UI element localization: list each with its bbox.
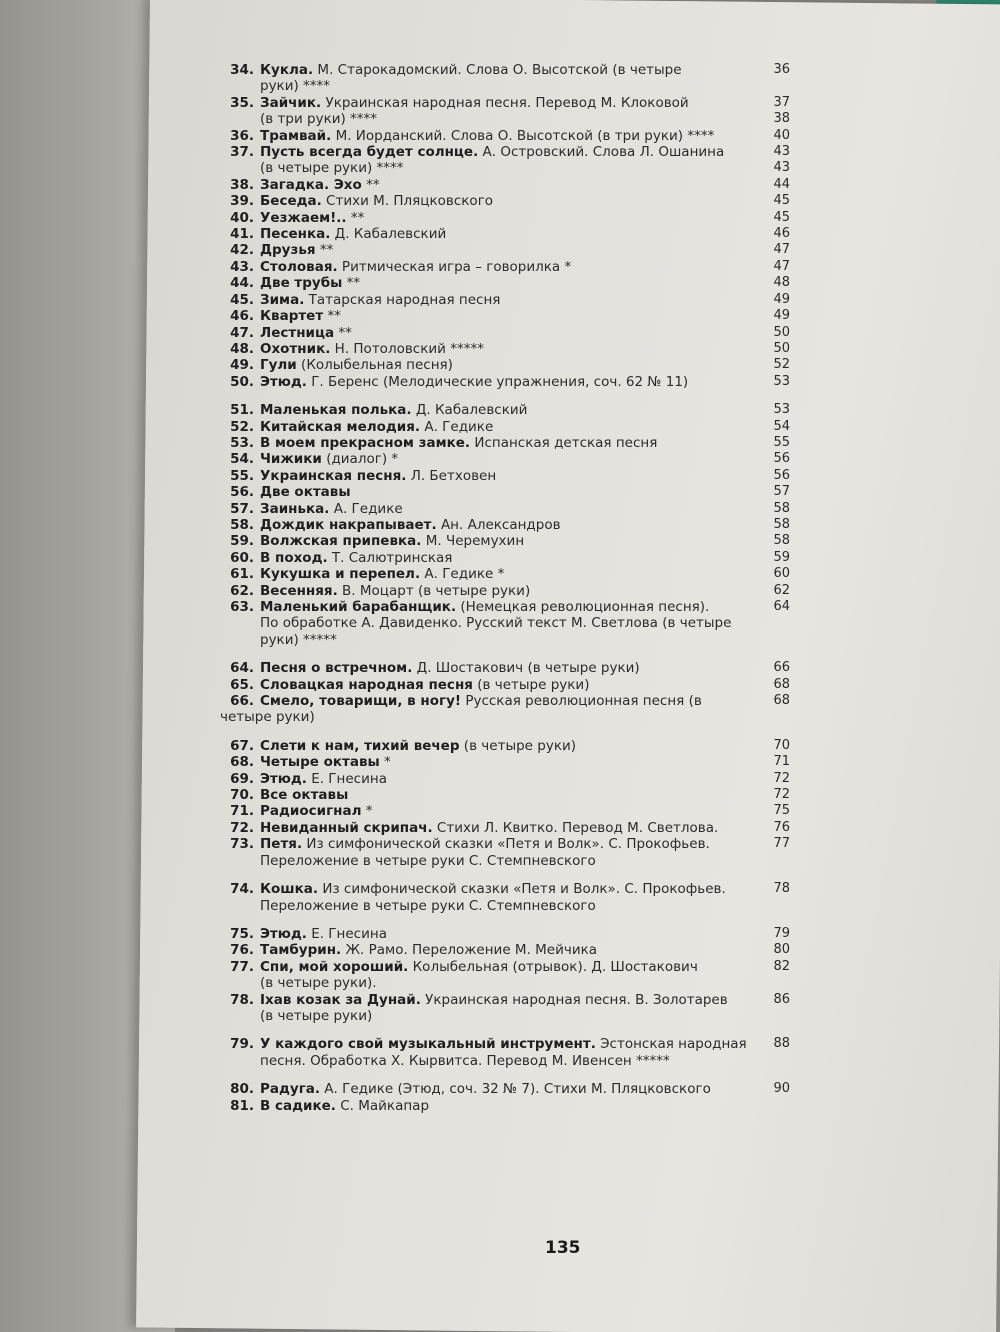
toc-entry-number: 75. [230,925,254,942]
toc-entry-number: 41. [230,226,254,243]
toc-entry-page: 72 [773,787,790,803]
toc-entry-details: (Немецкая революционная песня). [460,599,710,615]
toc-entry-details: Г. Беренс (Мелодические упражнения, соч. 62 № 11) [311,373,689,390]
toc-entry-page: 40 [773,127,790,143]
toc-entry-title: Словацкая народная песня [260,676,473,693]
toc-entry [220,193,790,209]
toc-entry-title: Лестница [260,324,335,341]
toc-entry-title: Пусть всегда будет солнце. [260,144,479,161]
toc-entry-number: 38. [230,176,254,193]
toc-entry [220,677,790,693]
toc-entry-number: 48. [230,340,254,357]
toc-entry-page: 53 [773,373,790,389]
toc-entry-number: 79. [230,1036,254,1053]
toc-entry-title: Радиосигнал [260,803,362,820]
toc-entry-continuation: Переложение в четыре руки С. Стемпневского [260,897,596,914]
toc-entry [220,484,790,500]
toc-entry [220,177,790,193]
toc-entry-page: 60 [773,566,790,582]
toc-entry-continuation: (в четыре руки) [260,1007,373,1024]
toc-entry-page: 58 [773,500,790,516]
toc-entry-number: 66. [230,693,254,710]
toc-entry-details: Русская революционная песня (в четыре руки) [220,693,702,726]
toc-entry-number: 56. [230,484,254,501]
toc-entry [220,451,790,467]
toc-entry-number: 39. [230,193,254,210]
toc-entry-details: (в четыре руки) [463,737,577,754]
toc-entry-title: Две октавы [260,484,351,501]
toc-entry-title: Две трубы [260,275,343,292]
toc-entry-details: А. Гедике [333,500,403,517]
toc-entry [220,566,790,582]
toc-entry [220,226,790,242]
toc-entry-title: Іхав козак за Дунай. [260,991,421,1008]
toc-entry-number: 63. [230,599,254,615]
toc-entry-page: 49 [773,308,790,324]
toc-entry-continuation: (в три руки) **** [260,111,378,128]
toc-entry-page: 76 [773,819,790,835]
toc-entry [220,95,790,128]
toc-entry [220,803,790,819]
toc-entry-page: 56 [773,451,790,467]
toc-entry-title: Друзья [260,242,316,259]
toc-entry-page: 59 [773,549,790,565]
toc-entry [220,599,790,648]
spacer [220,1024,790,1036]
toc-entry-details: ** [346,275,361,292]
toc-entry-page: 78 [773,881,790,897]
toc-entry-page: 43 [773,160,790,176]
toc-entry [220,308,790,324]
toc-entry-continuation: По обработке А. Давиденко. Русский текст М. Светлова (в четыре руки) ***** [260,615,732,648]
toc-entry-number: 65. [230,676,254,693]
toc-entry-number: 78. [230,991,254,1008]
toc-entry-number: 42. [230,242,254,259]
toc-entry-number: 73. [230,836,254,853]
toc-entry [220,926,790,942]
toc-entry-number: 77. [230,958,254,975]
toc-entry [220,468,790,484]
toc-entry-page: 53 [773,402,790,418]
toc-entry-details: А. Гедике (Этюд, соч. 32 № 7). Стихи М. Пляцковского [324,1081,711,1098]
toc-entry-continuation: Переложение в четыре руки С. Стемпневского [260,852,596,869]
toc-entry-page: 55 [773,434,790,450]
toc-entry-details: * [365,803,373,820]
toc-entry-title: Уезжаем!.. [260,209,347,226]
toc-entry-page: 62 [773,582,790,598]
toc-entry-page: 45 [773,193,790,209]
toc-entry-title: Четыре октавы [260,754,380,771]
toc-entry [220,374,790,390]
toc-entry-details: С. Майкапар [340,1097,430,1114]
toc-entry-number: 69. [230,770,254,787]
toc-entry-details: ** [319,242,334,259]
toc-entry [220,62,790,95]
toc-entry [220,693,790,726]
toc-entry-details: Д. Кабалевский [415,402,528,419]
toc-entry [220,1036,790,1069]
toc-entry-details: Украинская народная песня. В. Золотарев [425,991,728,1008]
toc-entry [220,435,790,451]
toc-entry-title: Этюд. [260,925,307,942]
toc-entry-details: ** [366,176,380,193]
toc-entry-details: Татарская народная песня [308,291,501,308]
toc-entry-details: ** [350,209,365,226]
toc-entry [220,259,790,275]
toc-entry-details: М. Старокадомский. Слова О. Высотской (в четыре [317,62,682,78]
toc-entry-page: 70 [773,737,790,753]
spacer [220,914,790,926]
toc-entry [220,210,790,226]
toc-entry [220,738,790,754]
toc-entry-number: 36. [230,127,254,144]
toc-entry-title: Смело, товарищи, в ногу! [260,693,462,710]
toc-entry-details: В. Моцарт (в четыре руки) [342,582,531,599]
toc-entry-continuation: (в четыре руки). [260,975,377,992]
toc-entry-title: Слети к нам, тихий вечер [260,737,460,754]
toc-entry-title: В садике. [260,1097,336,1114]
toc-entry-title: Заинька. [260,500,330,517]
toc-entry-details: Испанская детская песня [474,434,658,451]
toc-entry-page: 43 [773,144,790,160]
toc-entry [220,771,790,787]
toc-entry-title: Невиданный скрипач. [260,819,433,836]
toc-entry-title: У каждого свой музыкальный инструмент. [260,1036,596,1053]
toc-entry-number: 35. [230,94,254,111]
toc-entry-page: 44 [773,176,790,192]
toc-entry-page: 72 [773,770,790,786]
toc-entry-details: Ж. Рамо. Переложение М. Мейчика [345,942,598,959]
toc-entry-number: 67. [230,737,254,754]
toc-entry-number: 40. [230,209,254,226]
toc-entry-page: 71 [773,754,790,770]
toc-entry-page: 47 [773,242,790,258]
toc-entry-details: Из симфонической сказки «Петя и Волк». С. Прокофьев. [322,881,726,898]
toc-entry [220,341,790,357]
toc-entry-title: Охотник. [260,340,331,357]
toc-entry [220,754,790,770]
toc-entry-number: 55. [230,467,254,484]
toc-entry [220,533,790,549]
toc-entry-page: 57 [773,484,790,500]
toc-entry-page: 50 [773,340,790,356]
toc-entry-page: 88 [773,1036,790,1052]
toc-entry-title: Волжская припевка. [260,533,422,550]
toc-entry-page: 64 [773,599,790,614]
toc-entry-title: Китайская мелодия. [260,418,421,435]
toc-entry [220,402,790,418]
toc-entry-title: Маленький барабанщик. [260,599,457,615]
toc-entry-title: Маленькая полька. [260,402,412,419]
toc-entry-page: 90 [773,1081,790,1097]
toc-entry-details: ** [327,308,341,325]
toc-entry [220,959,790,992]
toc-entry [220,128,790,144]
spacer [220,726,790,738]
toc-entry-number: 60. [230,549,254,566]
toc-entry-page: 58 [773,533,790,549]
toc-entry-page: 77 [773,836,790,852]
toc-entry-number: 81. [230,1097,254,1114]
toc-entry [220,242,790,258]
spacer [220,390,790,402]
toc-entry-details: Н. Потоловский ***** [334,340,484,357]
toc-entry-page: 75 [773,803,790,819]
toc-entry-details: ** [338,324,352,341]
toc-entry-page: 56 [773,467,790,483]
toc-entry-title: Песенка. [260,226,331,243]
toc-entry-title: Зайчик. [260,94,322,111]
toc-entry-number: 68. [230,754,254,771]
toc-entry [220,501,790,517]
toc-entry [220,550,790,566]
toc-entry-continuation: руки) **** [260,78,331,95]
toc-entry [220,942,790,958]
toc-entry-number: 70. [230,787,254,804]
toc-entry-number: 47. [230,324,254,341]
toc-entry [220,292,790,308]
toc-entry-number: 53. [230,434,254,451]
toc-entry-number: 50. [230,373,254,390]
toc-entry-number: 43. [230,258,254,275]
toc-entry [220,836,790,869]
toc-entry-title: Кошка. [260,881,319,898]
toc-entry-number: 46. [230,308,254,325]
toc-entry-number: 57. [230,500,254,517]
toc-entry-title: Тамбурин. [260,942,342,959]
toc-entry-continuation: (в четыре руки) **** [260,160,404,177]
toc-entry-details: Ан. Александров [440,516,561,533]
toc-entry-page: 45 [773,209,790,225]
toc-entry-page: 82 [773,958,790,974]
toc-entry [220,1081,790,1097]
toc-entry-details: А. Островский. Слова Л. Ошанина [482,144,725,161]
toc-entry [220,144,790,177]
toc-entry-number: 64. [230,660,254,677]
toc-entry-title: Песня о встречном. [260,660,413,677]
toc-entry [220,357,790,373]
toc-entry-title: Радуга. [260,1081,320,1098]
toc-entry-number: 74. [230,881,254,898]
toc-entry-page: 47 [773,258,790,274]
toc-entry-page: 66 [773,660,790,676]
toc-entry-page: 80 [773,942,790,958]
toc-entry-title: Спи, мой хороший. [260,958,409,975]
toc-entry-title: Дождик накрапывает. [260,516,437,533]
toc-entry-page: 58 [773,516,790,532]
toc-entry-details: (Колыбельная песня) [301,357,453,374]
toc-entry-details: Эстонская народная [600,1036,747,1053]
toc-entry-details: Ритмическая игра – говорилка * [341,258,572,275]
page-number: 135 [545,1238,581,1258]
toc-entry-title: Гули [260,357,297,374]
toc-entry-number: 49. [230,357,254,374]
toc-entry-title: Все октавы [260,787,349,804]
toc-entry-title: Столовая. [260,258,338,275]
toc-entry [220,419,790,435]
toc-entry [220,881,790,914]
toc-entry-title: Этюд. [260,373,307,390]
toc-entry-page: 54 [773,418,790,434]
toc-entry-details: (в четыре руки) [477,676,590,693]
toc-entry-title: Этюд. [260,770,307,787]
toc-entry [220,787,790,803]
toc-entry-number: 72. [230,819,254,836]
toc-entry-details: Стихи М. Пляцковского [326,193,494,210]
toc-entry-number: 45. [230,291,254,308]
toc-entry-details: * [384,754,391,771]
toc-entry-details: (диалог) * [326,451,399,468]
toc-entry-number: 34. [230,62,254,78]
toc-entry [220,992,790,1025]
toc-entry-number: 44. [230,275,254,292]
toc-entry-page: 46 [773,226,790,242]
toc-entry-number: 71. [230,803,254,820]
toc-entry-details: Л. Бетховен [410,467,497,484]
toc-entry-page: 50 [773,324,790,340]
toc-entry-details: М. Черемухин [425,533,525,550]
toc-entry-details: Д. Шостакович (в четыре руки) [416,660,640,677]
spacer [220,869,790,881]
toc-entry-page: 37 [773,94,790,110]
toc-entry-details: Е. Гнесина [311,770,387,787]
toc-entry-number: 58. [230,516,254,533]
toc-entry [220,1098,790,1114]
toc-entry-number: 51. [230,402,254,419]
toc-entry-number: 61. [230,566,254,583]
toc-entry-page: 79 [773,925,790,941]
toc-entry-details: Из симфонической сказки «Петя и Волк». С. Прокофьев. [306,836,710,853]
toc-entry-details: Т. Салютринская [331,549,453,566]
toc-entry-title: Петя. [260,836,303,853]
toc-entry-title: Кукушка и перепел. [260,566,421,583]
toc-entry-details: Стихи Л. Квитко. Перевод М. Светлова. [436,819,719,836]
toc-entry-title: Весенняя. [260,582,338,599]
toc-entry-page: 38 [773,110,790,126]
toc-entry-number: 59. [230,533,254,550]
toc-entry [220,517,790,533]
toc-entry-details: Д. Кабалевский [334,226,447,243]
toc-entry-page: 49 [773,291,790,307]
toc-entry-title: Чижики [260,451,322,468]
toc-entry-details: Колыбельная (отрывок). Д. Шостакович [412,958,698,975]
toc-entry-details: Е. Гнесина [311,925,387,942]
toc-entry-page: 68 [773,693,790,709]
toc-entry [220,820,790,836]
toc-entry-title: Зима. [260,291,305,308]
spacer [220,648,790,660]
table-of-contents [220,62,790,1114]
toc-entry [220,325,790,341]
toc-entry-page: 68 [773,676,790,692]
toc-entry-details: А. Гедике * [424,566,505,583]
toc-entry [220,275,790,291]
toc-entry-page: 52 [773,357,790,373]
toc-entry-number: 52. [230,418,254,435]
toc-entry-title: Кукла. [260,62,314,78]
toc-entry-number: 76. [230,942,254,959]
toc-entry-title: Квартет [260,308,324,325]
toc-entry-page: 86 [773,991,790,1007]
toc-entry [220,583,790,599]
toc-entry-page: 48 [773,275,790,291]
spacer [220,1069,790,1081]
toc-entry-details: М. Иорданский. Слова О. Высотской (в три руки) **** [335,127,715,144]
toc-entry-title: Украинская песня. [260,467,407,484]
toc-entry-page: 36 [773,62,790,77]
toc-entry-number: 80. [230,1081,254,1098]
toc-entry-number: 54. [230,451,254,468]
toc-entry-number: 62. [230,582,254,599]
toc-entry-title: В поход. [260,549,328,566]
toc-entry-title: Беседа. [260,193,322,210]
toc-entry-details: Украинская народная песня. Перевод М. Клоковой [325,94,689,111]
toc-entry [220,660,790,676]
toc-entry-title: В моем прекрасном замке. [260,434,471,451]
toc-entry-title: Трамвай. [260,127,332,144]
toc-entry-number: 37. [230,144,254,161]
toc-entry-continuation: песня. Обработка Х. Кырвитса. Перевод М. Ивенсен ***** [260,1052,670,1069]
toc-entry-details: А. Гедике [424,418,494,435]
toc-entry-title: Загадка. Эхо [260,176,362,193]
